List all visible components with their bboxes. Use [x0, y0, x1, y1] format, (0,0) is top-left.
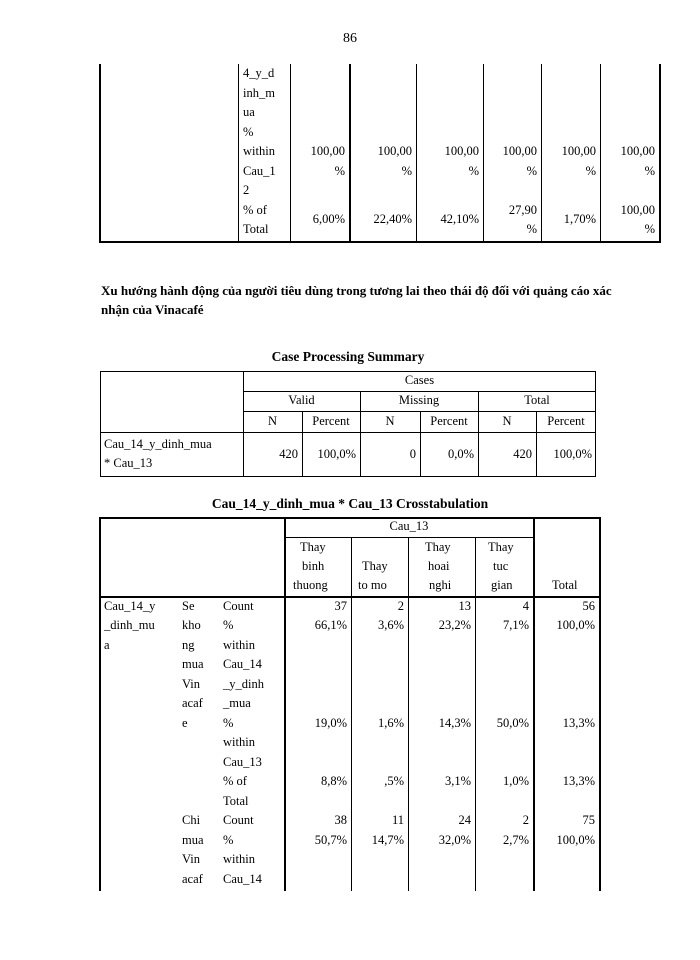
- group-label-line: kho: [182, 618, 201, 632]
- cell-value: 27,90: [508, 203, 537, 217]
- cell-value: %: [585, 164, 596, 178]
- group-header: Valid: [288, 393, 315, 407]
- cell-value: 3,6%: [377, 618, 404, 632]
- cell-value: 2,7%: [502, 833, 529, 847]
- sub-header: Percent: [312, 414, 350, 428]
- group-label-line: Vin: [182, 852, 200, 866]
- cell-value: 24: [458, 813, 471, 827]
- group-label-line: Se: [182, 599, 195, 613]
- group-label-line: e: [182, 716, 188, 730]
- stat-label-line: %: [223, 833, 234, 847]
- sub-header: N: [385, 414, 395, 428]
- col-header-line: hoai: [428, 559, 450, 573]
- cell-value: 13: [458, 599, 471, 613]
- stat-label-line: Count: [223, 813, 254, 827]
- col-header-line: nghi: [429, 578, 452, 592]
- cell-value: 19,0%: [314, 716, 347, 730]
- stat-label-line: within: [223, 735, 255, 749]
- cell-value: 13,3%: [562, 774, 595, 788]
- cell-value: 100,00: [444, 144, 479, 158]
- cell-value: %: [401, 164, 412, 178]
- cell-value: 100,00: [561, 144, 596, 158]
- cell-value: 8,8%: [320, 774, 347, 788]
- cell-value: 38: [334, 813, 347, 827]
- row-var-line: _dinh_mu: [104, 618, 155, 632]
- stat-label-line: within: [223, 852, 255, 866]
- sub-header: N: [502, 414, 512, 428]
- var-label-line: 4_y_d: [243, 66, 275, 80]
- cell-value: 42,10%: [440, 212, 479, 226]
- group-label-line: ng: [182, 638, 195, 652]
- cell-value: ,5%: [384, 774, 404, 788]
- group-label-line: mua: [182, 657, 204, 671]
- cell-value: %: [526, 164, 537, 178]
- cell-value: %: [526, 222, 537, 236]
- cell-value: 100,00: [377, 144, 412, 158]
- cell-value: 2: [397, 599, 404, 613]
- cell-value: 56: [582, 599, 595, 613]
- cell-value: 100,00: [620, 203, 655, 217]
- cell-value: 14,3%: [438, 716, 471, 730]
- group-header: Missing: [398, 393, 440, 407]
- page-number: 86: [343, 31, 357, 46]
- stat-label-line: Cau_13: [223, 755, 262, 769]
- cell-value: 7,1%: [502, 618, 529, 632]
- row-label-line: * Cau_13: [104, 456, 153, 470]
- cell-value: 6,00%: [312, 212, 345, 226]
- group-label-line: acaf: [182, 696, 203, 710]
- cell-value: 3,1%: [444, 774, 471, 788]
- cell-value: 100,00: [502, 144, 537, 158]
- cell-value: 14,7%: [371, 833, 404, 847]
- cell-value: 100,0%: [556, 833, 595, 847]
- cell-value: 4: [522, 599, 529, 613]
- cell-value: 1,70%: [563, 212, 596, 226]
- stat-label-line: %: [223, 618, 234, 632]
- cell-value: 75: [582, 813, 595, 827]
- row-label-line: within: [243, 144, 275, 158]
- col-header-line: Total: [552, 578, 578, 592]
- sub-header: Percent: [430, 414, 468, 428]
- group-label-line: Chi: [182, 813, 201, 827]
- sub-header: Percent: [547, 414, 585, 428]
- col-header-line: Thay: [425, 540, 451, 554]
- crosstab-title: Cau_14_y_dinh_mua * Cau_13 Crosstabulation: [211, 496, 489, 511]
- stat-label-line: Cau_14: [223, 657, 262, 671]
- row-label-line: Cau_1: [243, 164, 276, 178]
- col-header-line: Thay: [488, 540, 514, 554]
- var-label-line: inh_m: [243, 86, 275, 100]
- col-header-line: Thay: [300, 540, 326, 554]
- row-label-line: % of: [243, 203, 267, 217]
- row-label-line: Cau_14_y_dinh_mua: [104, 437, 212, 451]
- row-var-line: a: [104, 638, 110, 652]
- cell-value: 100,0%: [556, 618, 595, 632]
- cell-value: 37: [334, 599, 347, 613]
- cell-value: 1,6%: [377, 716, 404, 730]
- stat-label-line: % of: [223, 774, 247, 788]
- col-header-line: Thay: [362, 559, 388, 573]
- group-label-line: mua: [182, 833, 204, 847]
- cell-value: 23,2%: [438, 618, 471, 632]
- stat-label-line: _mua: [223, 696, 251, 710]
- col-header-line: tuc: [493, 559, 509, 573]
- cases-header: Cases: [404, 373, 435, 387]
- cell-value: 100,0%: [553, 447, 592, 461]
- group-label-line: Vin: [182, 677, 200, 691]
- cell-value: %: [334, 164, 345, 178]
- cell-value: 32,0%: [438, 833, 471, 847]
- col-header-line: gian: [491, 578, 513, 592]
- var-label-line: ua: [243, 105, 255, 119]
- cell-value: 50,7%: [314, 833, 347, 847]
- case-summary-title: Case Processing Summary: [271, 349, 425, 364]
- row-var-line: Cau_14_y: [104, 599, 156, 613]
- cell-value: 420: [279, 447, 298, 461]
- row-label-line: Total: [243, 222, 269, 236]
- cell-value: 11: [391, 813, 404, 827]
- cell-value: 0,0%: [447, 447, 474, 461]
- cell-value: %: [644, 222, 655, 236]
- cell-value: 13,3%: [562, 716, 595, 730]
- cell-value: %: [468, 164, 479, 178]
- cell-value: 1,0%: [502, 774, 529, 788]
- col-header-line: binh: [302, 559, 325, 573]
- col-header-line: thuong: [293, 578, 328, 592]
- col-group-header: Cau_13: [389, 519, 429, 533]
- row-label-line: 2: [243, 183, 250, 197]
- stat-label-line: %: [223, 716, 234, 730]
- group-label-line: acaf: [182, 872, 203, 886]
- stat-label-line: Cau_14: [223, 872, 262, 886]
- stat-label-line: _y_dinh: [223, 677, 264, 691]
- stat-label-line: Count: [223, 599, 254, 613]
- cell-value: 100,00: [620, 144, 655, 158]
- sub-header: N: [267, 414, 278, 428]
- cell-value: 100,00: [310, 144, 345, 158]
- cell-value: 2: [522, 813, 529, 827]
- section-heading: Xu hướng hành động của người tiêu dùng trong tương lai theo thái độ đối với quảng cáo xác nhận của Vinacafé: [101, 283, 612, 317]
- cell-value: %: [644, 164, 655, 178]
- cell-value: 0: [409, 447, 416, 461]
- col-header-line: to mo: [358, 578, 387, 592]
- group-header: Total: [524, 393, 550, 407]
- cell-value: 50,0%: [496, 716, 529, 730]
- row-label-line: %: [243, 125, 254, 139]
- cell-value: 66,1%: [314, 618, 347, 632]
- cell-value: 420: [513, 447, 532, 461]
- stat-label-line: Total: [223, 794, 249, 808]
- cell-value: 22,40%: [373, 212, 412, 226]
- stat-label-line: within: [223, 638, 255, 652]
- cell-value: 100,0%: [317, 447, 356, 461]
